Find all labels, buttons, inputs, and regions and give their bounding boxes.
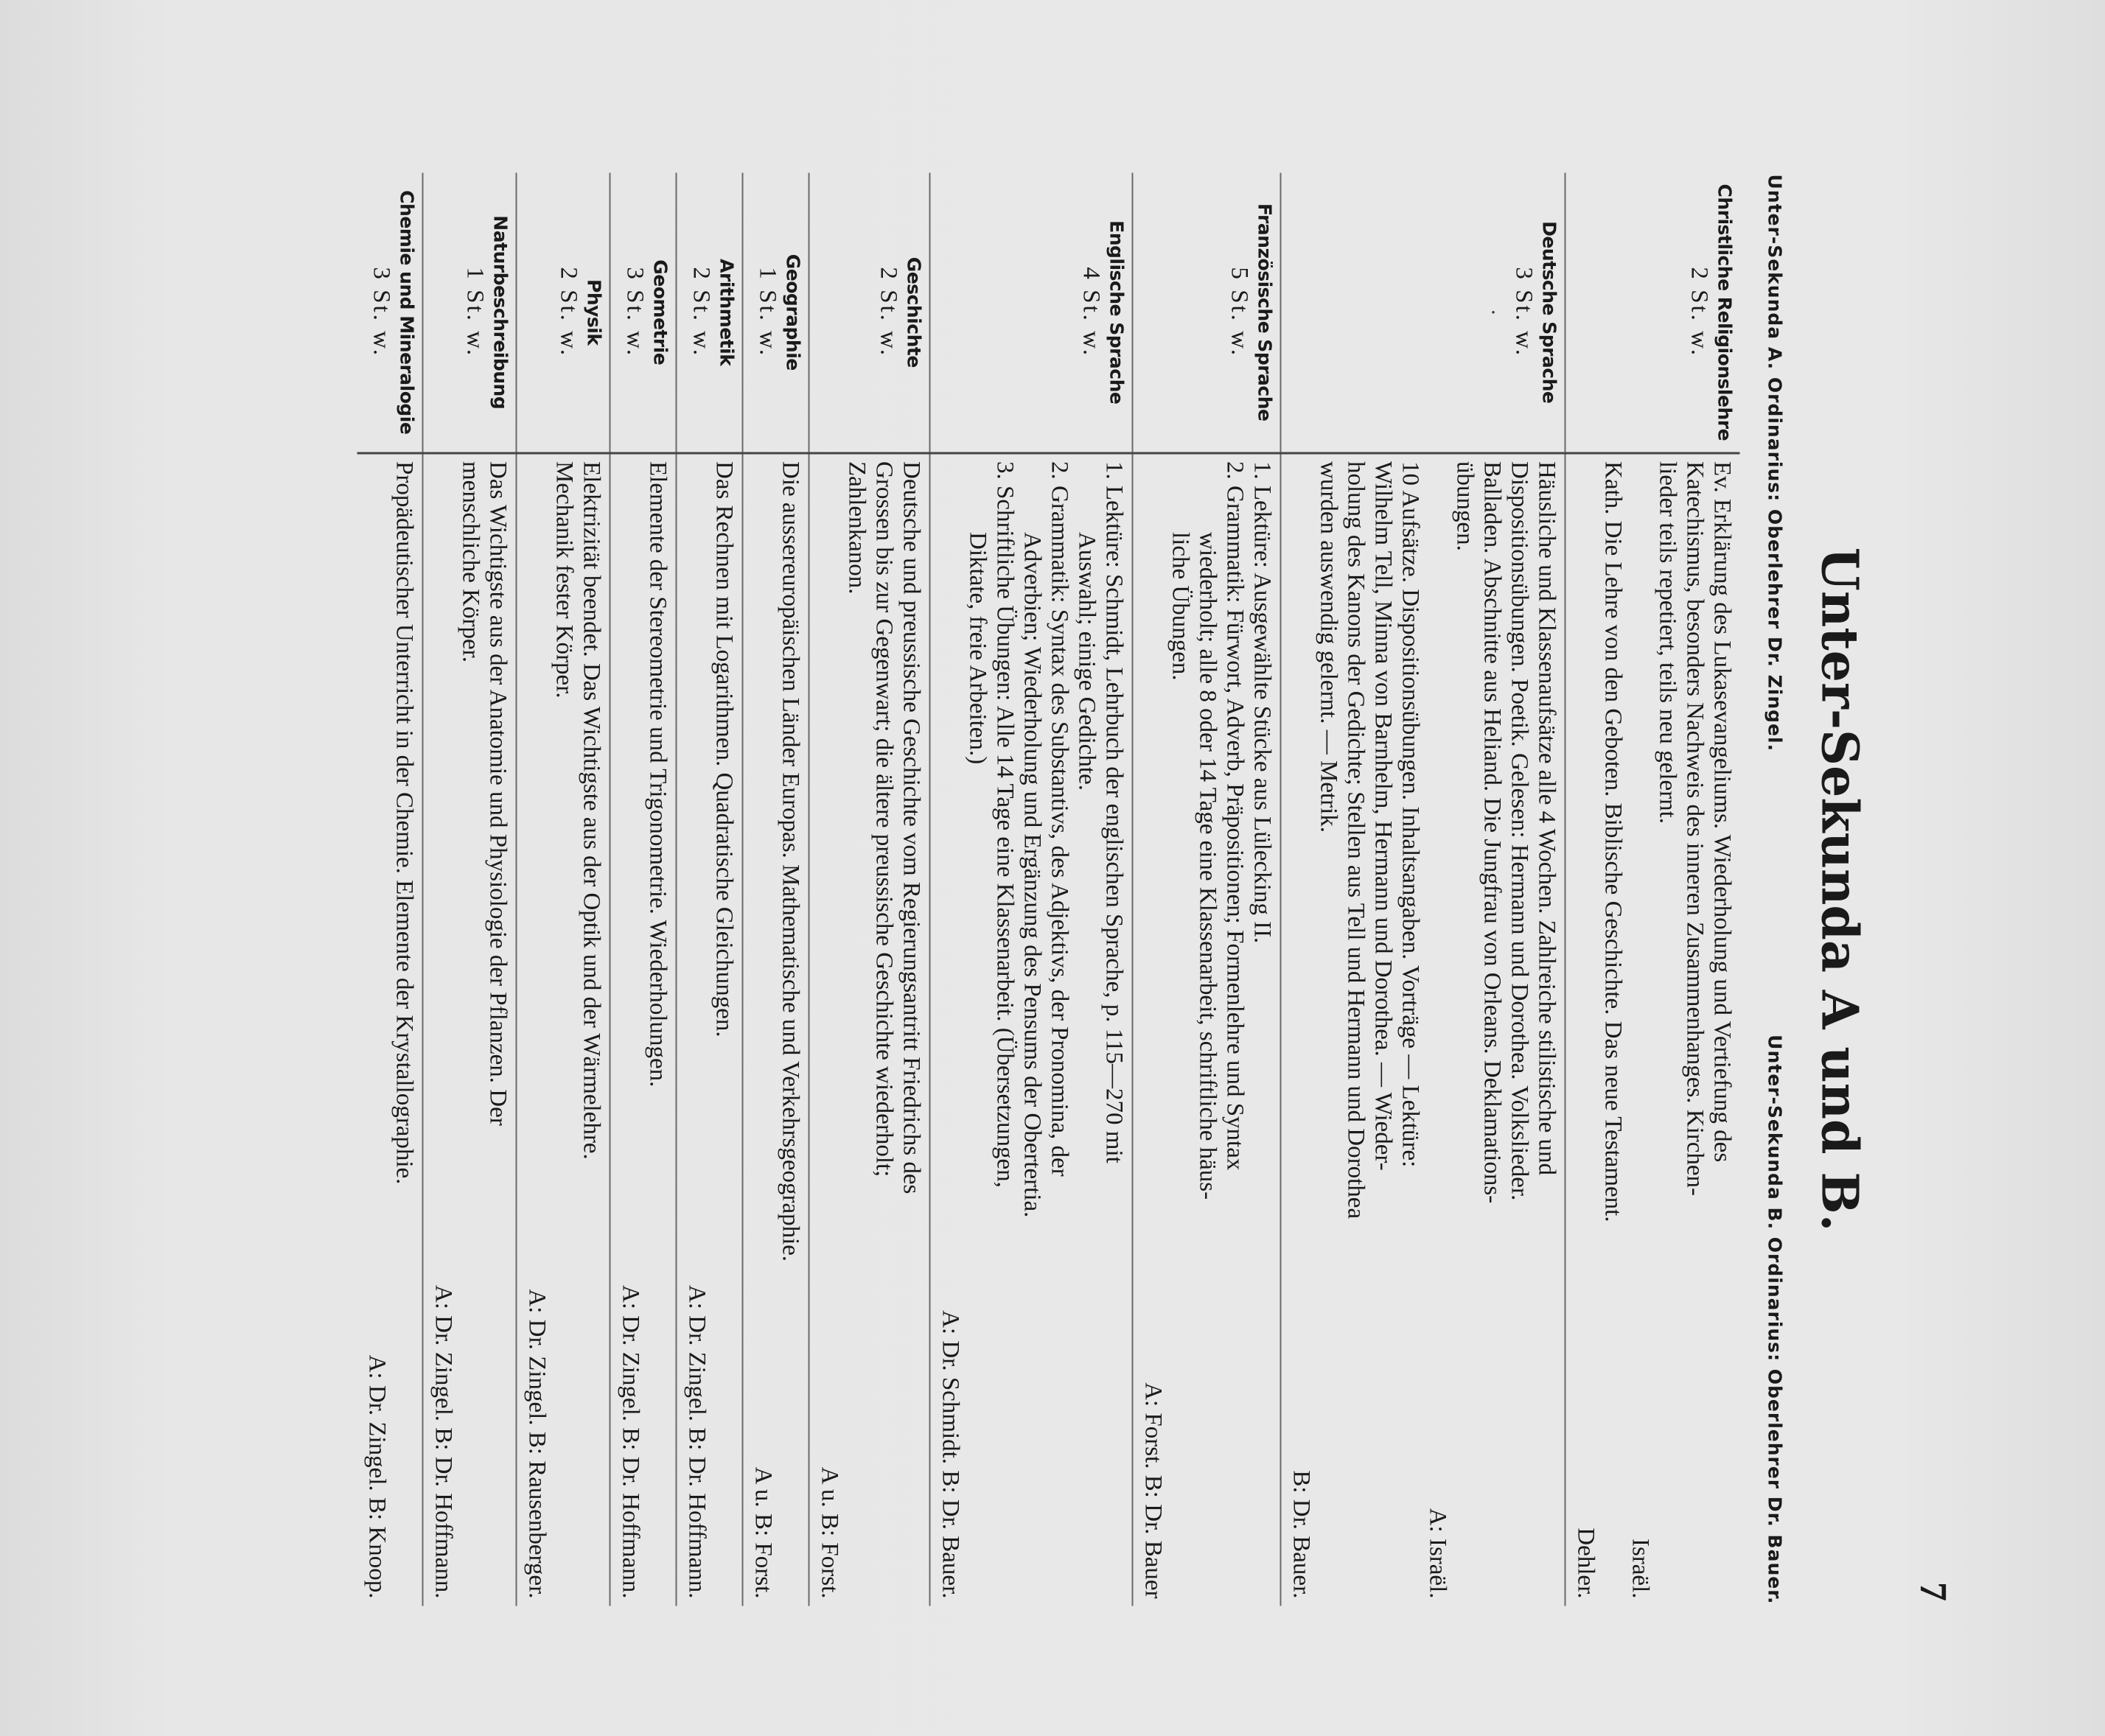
content-line: lieder teils repetiert, teils neu gelernt. [1654,461,1681,825]
subject-name: Christliche Religionslehre [1714,183,1736,441]
content-line: wiederholt; alle 8 oder 14 Tage eine Klassenarbeit, schriftliche häus- [1194,532,1221,1200]
subject-name: Geographie [782,253,804,371]
subject-content [809,453,930,1606]
subject-name: Arithmetik [716,259,738,366]
page-number: 7 [1912,1582,1954,1601]
teacher-signature: A: Dr. Zingel. B: Rausenberger. [523,1289,551,1599]
subject-content [1565,453,1740,1606]
subject-hours: 3 St. w. [621,267,649,358]
subject-content [930,453,1133,1606]
content-line: Wilhelm Tell, Minna von Barnhelm, Hermann und Dorothea. — Wieder- [1369,461,1397,1171]
subject-note: . [1487,309,1512,315]
subject-hours: 2 St. w. [555,267,582,358]
subject-name: Naturbeschreibung [489,215,512,410]
subject-row [809,173,930,1606]
subject-content [610,453,677,1606]
subject-hours: 2 St. w. [875,267,902,358]
subject-row [1565,173,1740,1606]
teacher-signature: B: Dr. Bauer. [1288,1470,1315,1599]
subject-name: Deutsche Sprache [1538,221,1560,404]
content-line: Elektrizität beendet. Das Wichtigste aus der Optik und der Wärmelehre. [578,461,605,1160]
subject-name: Geometrie [649,259,671,365]
teacher-signature: A: Dr. Zingel. B: Knoop. [363,1354,391,1599]
subject-row [357,173,423,1606]
subject-content [1281,453,1565,1606]
content-line: 3. Schriftliche Übungen: Alle 14 Tage eine Klassenarbeit. (Übersetzungen, [991,461,1019,1188]
page-title: Unter-Sekunda A und B. [1809,547,1869,1232]
content-line: Das Rechnen mit Logarithmen. Quadratische Gleichungen. [711,461,738,1037]
subject-cell [357,173,423,453]
subject-cell [677,173,743,453]
subject-cell [423,173,517,453]
content-line: wurden auswendig gelernt. — Metrik. [1315,461,1342,833]
rotated-content [288,173,1873,1606]
subject-hours: 1 St. w. [461,267,489,358]
curriculum-table [357,173,1740,1606]
subject-row [677,173,743,1606]
content-line: 2. Grammatik: Fürwort, Adverb, Präpositionen; Formenlehre und Syntax [1221,461,1249,1171]
content-line: Katechismus, besonders Nachweis des inneren Zusammenhanges. Kirchen- [1681,461,1708,1197]
subject-row [743,173,809,1606]
subject-cell [1133,173,1281,453]
ordinarius-line [1758,173,1792,1606]
teacher-signature: A: Dr. Zingel. B: Dr. Hoffmann. [430,1284,457,1599]
subject-cell [809,173,930,453]
subject-hours: 3 St. w. [1510,267,1537,358]
subject-content [677,453,743,1606]
subject-content [517,453,610,1606]
teacher-signature: A u. B: Forst. [750,1466,777,1599]
subject-row [1133,173,1281,1606]
teacher-signature: A: Israël. [1424,1508,1451,1599]
subject-content [743,453,809,1606]
teacher-signature: A: Forst. B: Dr. Bauer [1139,1382,1167,1599]
content-line: Häusliche und Klassenaufsätze alle 4 Wochen. Zahlreiche stilistische und [1533,461,1560,1176]
teacher-signature: Israël. [1627,1538,1654,1599]
ordinarius-a: Unter-Sekunda A. Ordinarius: Oberlehrer Dr. Zingel. [1764,174,1786,752]
teacher-signature: A: Dr. Zingel. B: Dr. Hoffmann. [683,1284,711,1599]
content-line: liche Übungen. [1167,532,1194,681]
subject-name: Englische Sprache [1106,220,1128,405]
subject-hours: 4 St. w. [1078,267,1105,358]
content-line: Ev. Erklärung des Lukasevangeliums. Wiederholung und Vertiefung des [1708,461,1736,1163]
subject-name: Chemie und Mineralogie [396,190,418,435]
subject-row [610,173,677,1606]
content-line: Zahlenkanon. [843,461,870,595]
subject-cell [930,173,1133,453]
content-line: Mechanik fester Körper. [551,461,578,699]
content-line: Balladen. Abschnitte aus Heliand. Die Jungfrau von Orleans. Deklamations- [1479,461,1506,1204]
subject-name: Geschichte [903,256,925,368]
subject-content [423,453,517,1606]
content-line: Die aussereuropäischen Länder Europas. Mathematische und Verkehrsgeographie. [777,461,804,1262]
subject-hours: 3 St. w. [368,267,395,358]
content-line: Kath. Die Lehre von den Geboten. Biblische Geschichte. Das neue Testament. [1599,461,1627,1222]
subject-hours: 5 St. w. [1226,267,1253,358]
teacher-signature: A u. B: Forst. [816,1466,843,1599]
teacher-signature: A: Dr. Zingel. B: Dr. Hoffmann. [617,1284,644,1599]
subject-row [930,173,1133,1606]
subject-cell [517,173,610,453]
subject-cell [743,173,809,453]
content-line: Auswahl; einige Gedichte. [1073,532,1100,791]
subject-hours: 1 St. w. [754,267,781,358]
teacher-signature: Dehler. [1572,1527,1599,1599]
content-line: 10 Aufsätze. Dispositionsübungen. Inhaltsangaben. Vorträge — Lektüre: [1397,461,1424,1168]
subject-cell [1565,173,1740,453]
content-line: 1. Lektüre: Ausgewählte Stücke aus Lülecking II. [1249,461,1276,944]
subject-row [517,173,610,1606]
subject-name: Französische Sprache [1254,203,1276,421]
content-line: Elemente der Stereometrie und Trigonometrie. Wiederholungen. [644,461,671,1088]
content-line: 2. Grammatik: Syntax des Substantivs, des Adjektivs, der Pronomina, der [1046,461,1073,1177]
subject-name: Physik [583,279,605,346]
subject-cell [610,173,677,453]
content-line: Diktate, freie Arbeiten.) [964,532,991,765]
subject-row [1281,173,1565,1606]
content-line: menschliche Körper. [457,461,484,663]
content-line: 1. Lektüre: Schmidt, Lehrbuch der englischen Sprache, p. 115—270 mit [1100,461,1128,1163]
subject-hours: 2 St. w. [688,267,715,358]
ordinarius-b: Unter-Sekunda B. Ordinarius: Oberlehrer Dr. Bauer. [1764,1035,1786,1605]
content-line: Das Wichtigste aus der Anatomie und Physiologie der Pflanzen. Der [484,461,512,1126]
subject-hours: 2 St. w. [1686,267,1713,358]
subject-content [357,453,423,1606]
content-line: übungen. [1451,461,1479,551]
subject-content [1133,453,1281,1606]
content-line: Dispositionsübungen. Poetik. Gelesen: Hermann und Dorothea. Volkslieder. [1506,461,1533,1201]
content-line: Grossen bis zur Gegenwart; die ältere preussische Geschichte wiederholt; [870,461,898,1177]
subject-row [423,173,517,1606]
teacher-signature: A: Dr. Schmidt. B: Dr. Bauer. [937,1310,964,1599]
subject-cell [1281,173,1565,453]
content-line: Adverbien; Wiederholung und Ergänzung des Pensums der Obertertia. [1019,532,1046,1218]
content-line: Propädeutischer Unterricht in der Chemie. Elemente der Krystallographie. [391,461,418,1185]
content-line: Deutsche und preussische Geschichte vom Regierungsantritt Friedrichs des [898,461,925,1194]
content-line: holung des Kanons der Gedichte; Stellen aus Tell und Hermann und Dorothea [1342,461,1369,1219]
